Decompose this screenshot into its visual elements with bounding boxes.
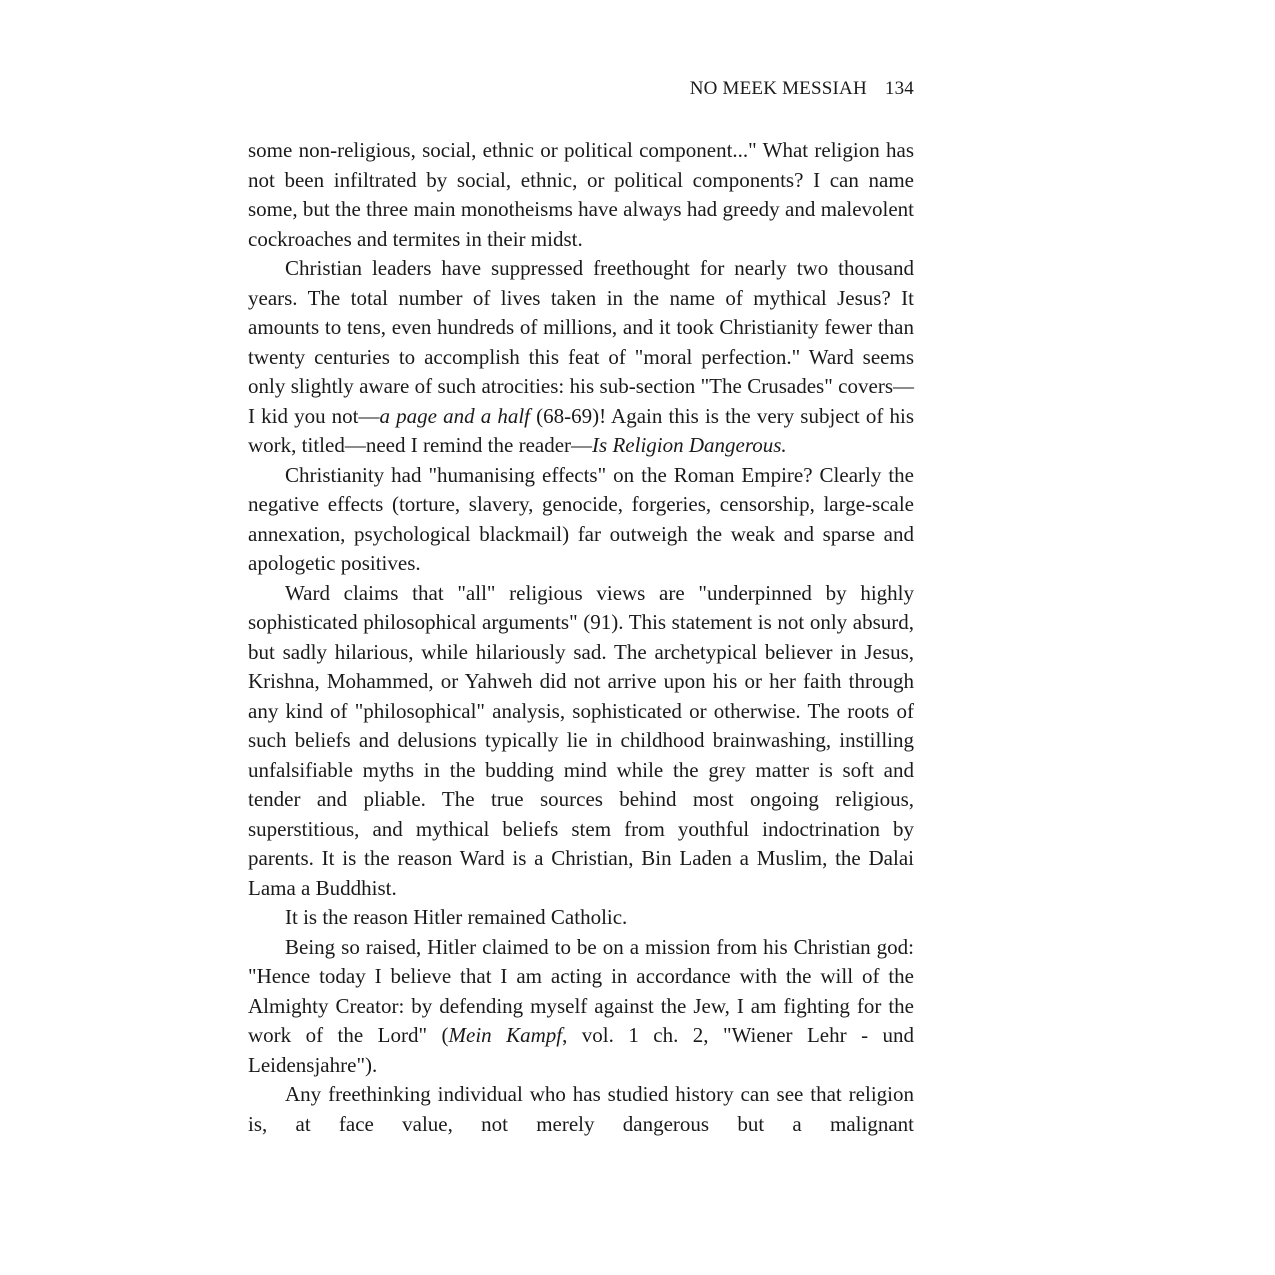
paragraph-3 <box>248 461 914 579</box>
book-title: Mein Kampf <box>448 1023 563 1047</box>
paragraph-2 <box>248 254 914 461</box>
paragraph-4 <box>248 579 914 904</box>
italic-phrase: a page and a half <box>379 403 530 428</box>
running-title: NO MEEK MESSIAH <box>689 78 867 99</box>
paragraph-text: It is the reason Hitler remained Catholic. <box>285 905 628 929</box>
paragraph-1 <box>248 136 914 254</box>
paragraph-text: Ward claims that "all" religious views are "underpinned by highly sophisticated philosophical arguments" (91). This statement is not only absurd, but sadly hilarious, while hilariously sad. The archetypical believer in Jesus, Krishna, Mohammed, or Yahweh did not arrive upon his or her faith through any kind of "philosophical" analysis, sophisticated or otherwise. The roots of such beliefs and delusions typically lie in childhood brainwashing, instilling unfalsifiable myths in the budding mind while the grey matter is soft and tender and pliable. The true sources behind most ongoing religious, superstitious, and mythical beliefs stem from youthful indoctrination by parents. It is the reason Ward is a Christian, Bin Laden a Muslim, the Dalai Lama a Buddhist. <box>248 580 914 900</box>
body-text <box>248 136 914 1139</box>
page-number: 134 <box>884 78 914 99</box>
paragraph-text: , vol. 1 ch. 2, "Wiener Lehr - und Leidensjahre"). <box>248 1023 915 1077</box>
paragraph-text: Being so raised, Hitler claimed to be on a mission from his Christian god: "Hence today I believe that I am acting in accordance with the will of the Almighty Creator: by defending myself against the Jew, I am fighting for the work of the Lord" ( <box>248 934 914 1047</box>
paragraph-text: some non-religious, social, ethnic or political component..." What religion has not been infiltrated by social, ethnic, or political components? I can name some, but the three main monotheisms have always had greedy and malevolent cockroaches and termites in their midst. <box>248 138 914 251</box>
paragraph-text: Christianity had "humanising effects" on the Roman Empire? Clearly the negative effects (torture, slavery, genocide, forgeries, censorship, large-scale annexation, psychological blackmail) far outweigh the weak and sparse and apologetic positives. <box>248 462 914 575</box>
paragraph-6 <box>248 933 914 1081</box>
paragraph-5 <box>248 903 914 933</box>
paragraph-text: Any freethinking individual who has studied history can see that religion is, at face value, not merely dangerous but a malignant <box>248 1082 914 1136</box>
book-title: Is Religion Dangerous. <box>592 433 787 457</box>
paragraph-7 <box>248 1080 914 1139</box>
paragraph-text: Christian leaders have suppressed freethought for nearly two thousand years. The total number of lives taken in the name of mythical Jesus? It amounts to tens, even hundreds of millions, and it took Christianity fewer than twenty centuries to accomplish this feat of "moral perfection." Ward seems only slightly aware of such atrocities: his sub-section "The Crusades" covers—I kid you not— <box>248 256 914 428</box>
running-head <box>690 78 914 100</box>
paragraph-text: (68-69)! Again this is the very subject of his work, titled—need I remind the reader— <box>248 403 914 457</box>
